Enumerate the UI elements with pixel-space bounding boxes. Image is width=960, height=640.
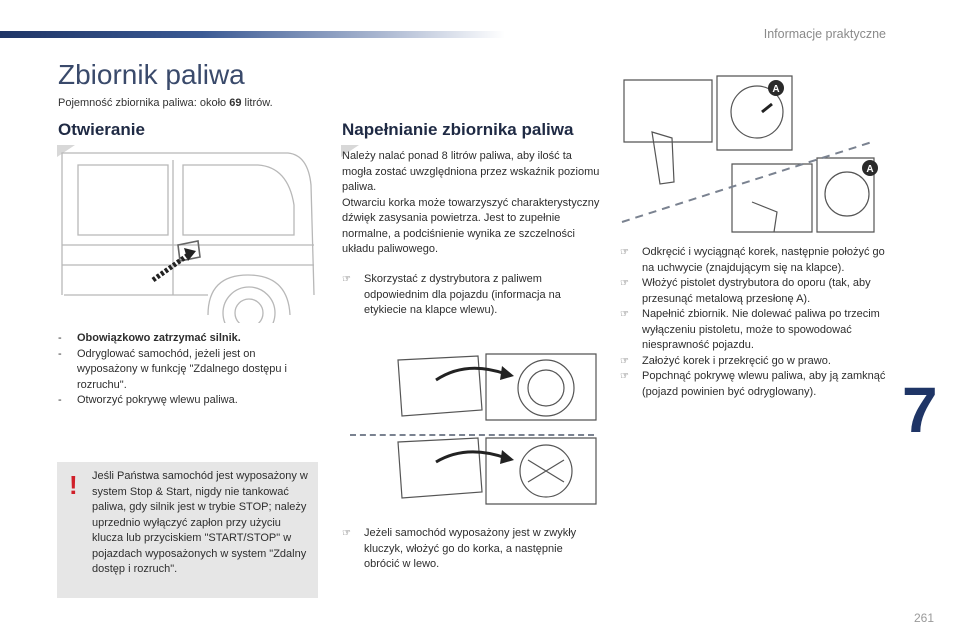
warning-text: Jeśli Państwa samochód jest wyposażony w system Stop & Start, nigdy nie tankować paliwa, gdy silnik jest w trybie STOP; należy uprzednio wyłączyć zapłon przy użyciu klucza lub przyciskiem "START/STOP" w pojazdach wyposażonych w system "Zdalny dostęp i rozruch". xyxy=(92,470,308,575)
capacity-line xyxy=(58,97,273,109)
pointing-hand-icon: ☞ xyxy=(620,247,629,258)
fill-steps xyxy=(620,245,888,400)
section-heading-open: Otwieranie xyxy=(58,120,145,139)
warning-icon: ! xyxy=(69,470,78,500)
fill-step-3 xyxy=(620,307,888,354)
fill-step-1 xyxy=(620,245,888,276)
page-title: Zbiornik paliwa xyxy=(58,59,245,90)
fill-step-4-text: Założyć korek i przekręcić go w prawo. xyxy=(642,354,831,367)
open-step-2-text: Odryglować samochód, jeżeli jest on wyposażony w funkcję "Zdalnego dostępu i rozruchu". xyxy=(77,347,287,391)
open-steps xyxy=(58,331,313,409)
fill-step-pump-text: Skorzystać z dystrybutora z paliwem odpowiednim dla pojazdu (informacja na etykiecie na klapce wlewu). xyxy=(364,273,561,316)
fill-step-key-text: Jeżeli samochód wyposażony jest w zwykły kluczyk, włożyć go do korka, a następnie obrócić w lewo. xyxy=(364,527,577,570)
capacity-suffix: litrów. xyxy=(241,97,273,109)
fill-step-pump xyxy=(342,272,582,319)
chapter-number: 7 xyxy=(902,374,938,446)
open-step-1 xyxy=(58,331,313,347)
open-step-3 xyxy=(58,393,313,409)
fill-intro xyxy=(342,149,604,258)
fill-step-1-text: Odkręcić i wyciągnąć korek, następnie położyć go na uchwycie (znajdującym się na klapce). xyxy=(642,246,885,274)
fill-step-5-text: Popchnąć pokrywę wlewu paliwa, aby ją zamknąć (pojazd powinien być odryglowany). xyxy=(642,370,886,398)
fuel-cap-opening-illustration xyxy=(396,350,600,510)
figure-label-a-top: A xyxy=(772,84,780,95)
section-label: Informacje praktyczne xyxy=(763,27,886,41)
fill-step-2 xyxy=(620,276,888,307)
step-dash: - xyxy=(58,347,62,360)
figure-label-a-bottom: A xyxy=(866,164,874,175)
van-side-illustration xyxy=(58,145,316,323)
fill-step-2-text: Włożyć pistolet dystrybutora do oporu (tak, aby przesunąć metalową przesłonę A). xyxy=(642,277,871,305)
open-step-2 xyxy=(58,347,313,394)
capacity-value: 69 xyxy=(229,97,242,109)
open-step-1-text: Obowiązkowo zatrzymać silnik. xyxy=(77,332,241,344)
section-heading-fill: Napełnianie zbiornika paliwa xyxy=(342,120,574,139)
open-step-3-text: Otworzyć pokrywę wlewu paliwa. xyxy=(77,394,238,406)
pointing-hand-icon: ☞ xyxy=(620,309,629,320)
pointing-hand-icon: ☞ xyxy=(620,278,629,289)
capacity-prefix: Pojemność zbiornika paliwa: około xyxy=(58,97,230,109)
fill-step-key xyxy=(342,526,582,573)
fill-intro-text-2: Otwarciu korka może towarzyszyć charakterystyczny dźwięk zasysania powietrza. Jest to zupełnie normalne, a podciśnienie wynika ze szczelności układu paliwowego. xyxy=(342,196,600,255)
fill-intro-text: Należy nalać ponad 8 litrów paliwa, aby ilość ta mogła zostać uwzględniona przez wskaźnik poziomu paliwa. xyxy=(342,150,600,193)
pointing-hand-icon: ☞ xyxy=(620,355,629,367)
step-dash: - xyxy=(58,394,62,406)
pointing-hand-icon: ☞ xyxy=(342,528,351,539)
fill-step-4 xyxy=(620,354,888,370)
header-color-bar xyxy=(0,31,505,38)
step-dash: - xyxy=(58,332,62,344)
pointing-hand-icon: ☞ xyxy=(620,371,629,382)
fuel-nozzle-illustration xyxy=(612,72,884,240)
fill-step-5 xyxy=(620,369,888,400)
warning-box xyxy=(57,462,318,598)
fill-step-3-text: Napełnić zbiornik. Nie dolewać paliwa po trzecim wyłączeniu pistoletu, może to spowodować niesprawność pojazdu. xyxy=(642,308,880,351)
page-number: 261 xyxy=(914,611,935,625)
pointing-hand-icon: ☞ xyxy=(342,274,351,285)
figure-divider xyxy=(350,434,594,436)
